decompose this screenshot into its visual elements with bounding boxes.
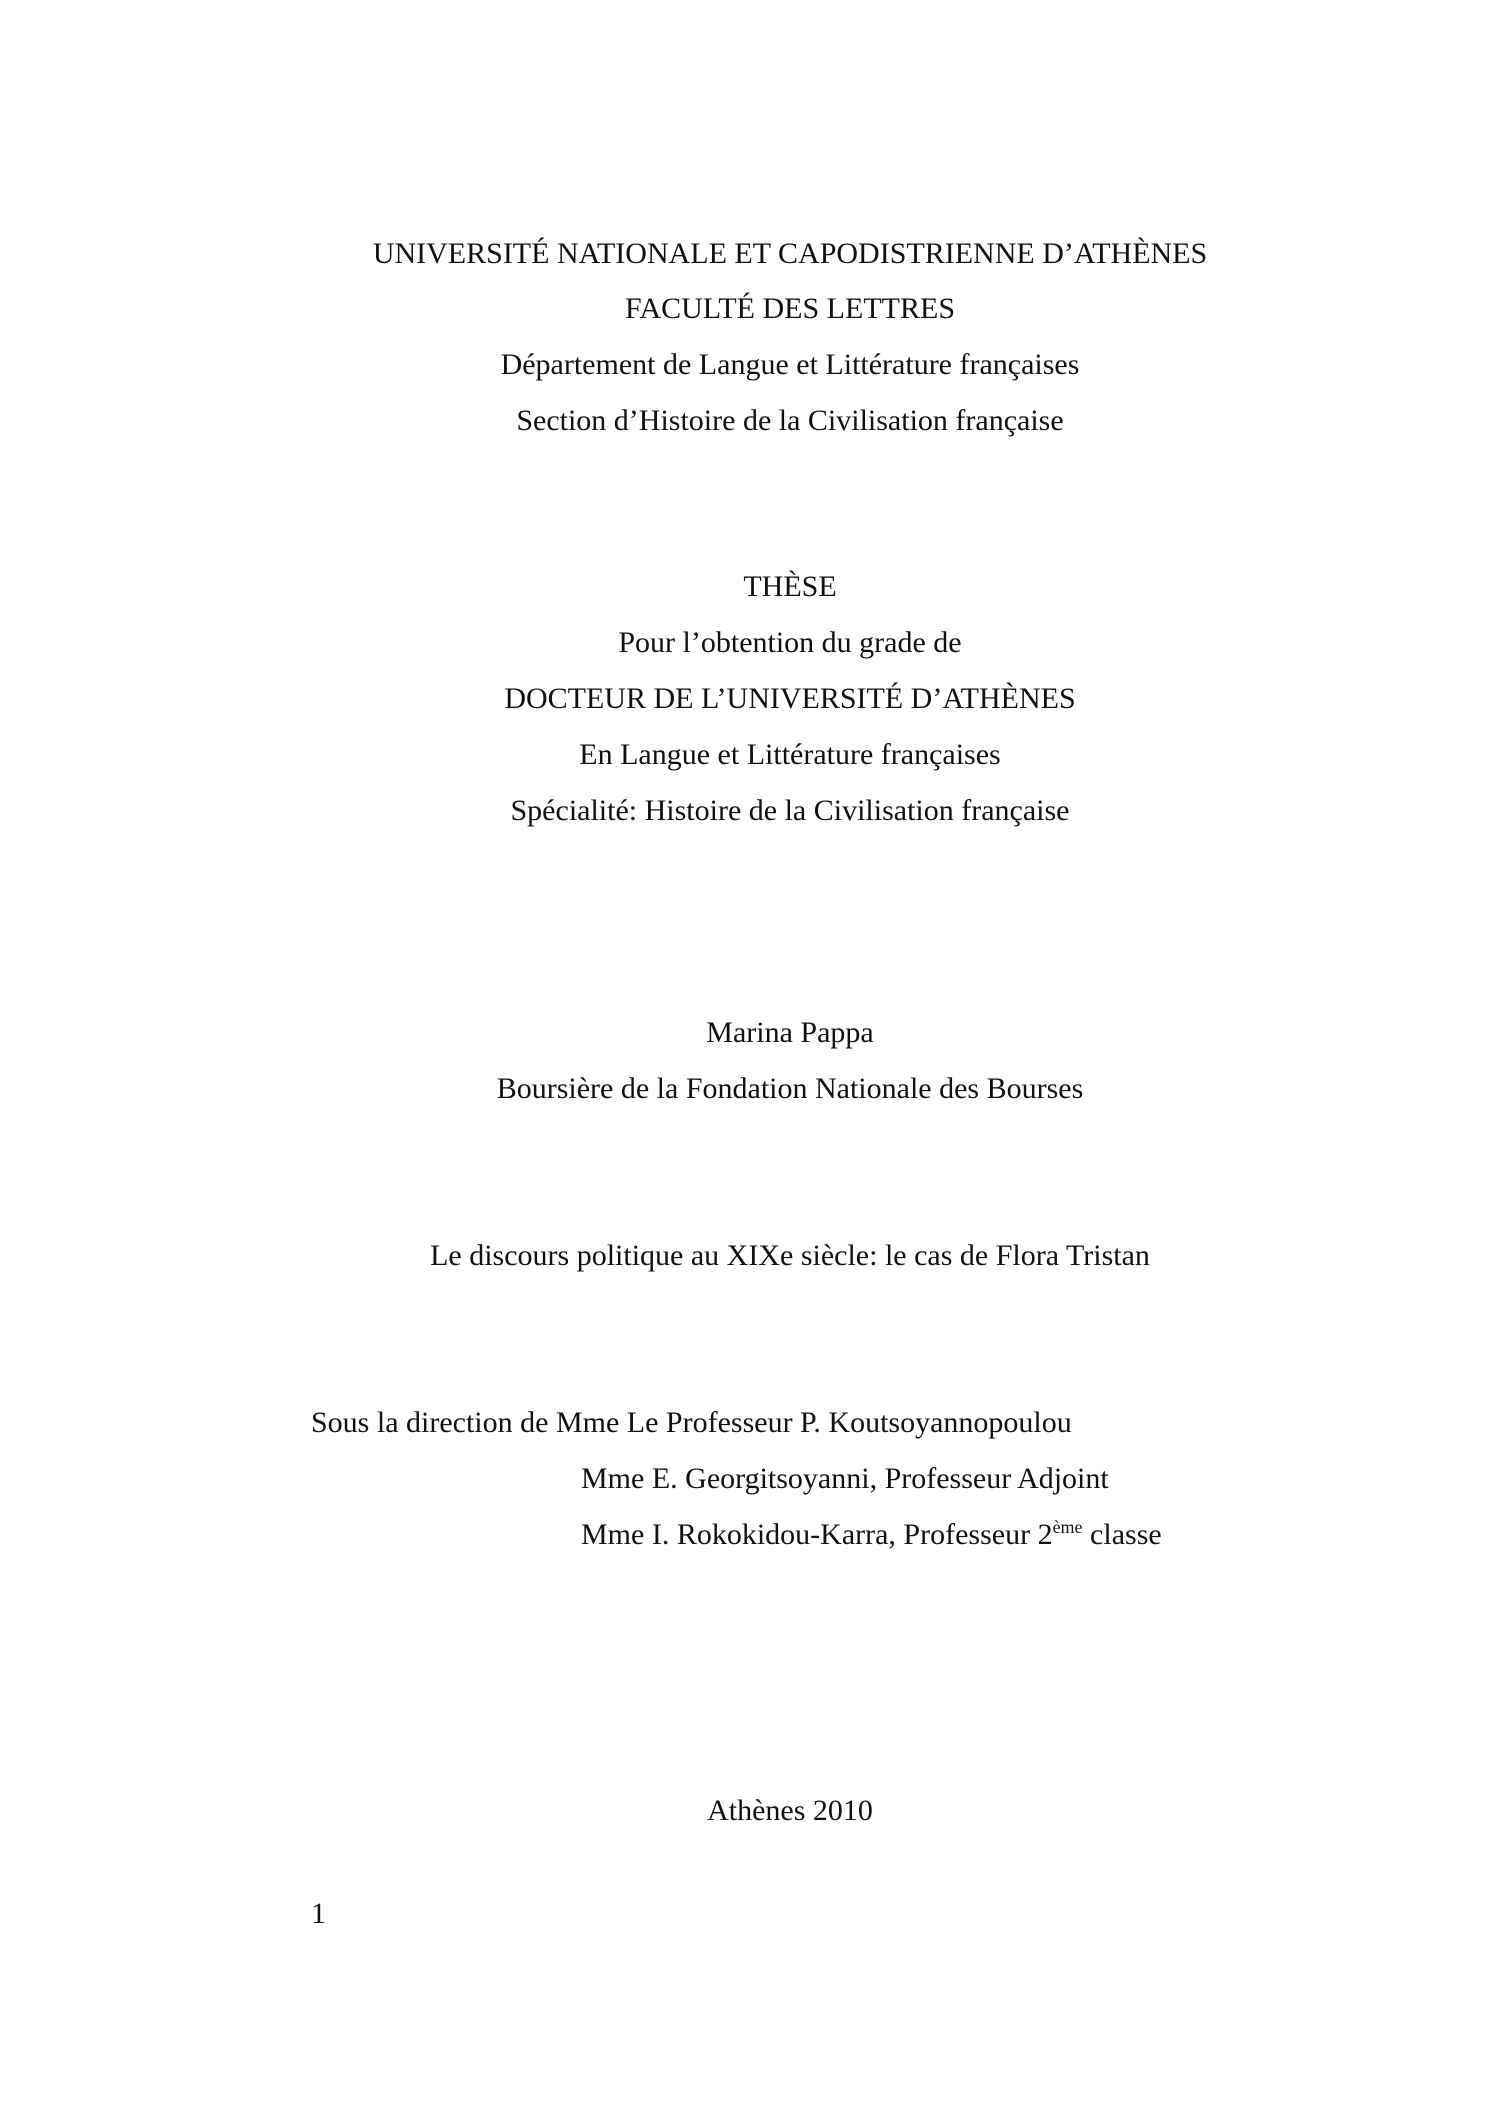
supervisor-line: Sous la direction de Mme Le Professeur P. Koutsoyannopoulou (311, 1406, 1072, 1439)
committee-member-class: classe (1082, 1518, 1162, 1551)
thesis-title: Le discours politique au XIXe siècle: le cas de Flora Tristan (430, 1239, 1150, 1272)
place-date: Athènes 2010 (707, 1794, 873, 1827)
section-name: Section d’Histoire de la Civilisation française (516, 404, 1064, 437)
committee-member-rokokidou-karra (581, 1516, 1162, 1554)
committee-member-text: Mme I. Rokokidou-Karra, Professeur 2 (581, 1518, 1053, 1551)
thesis-field: En Langue et Littérature françaises (579, 738, 1001, 771)
committee-member-georgitsoyanni: Mme E. Georgitsoyanni, Professeur Adjoint (581, 1462, 1109, 1495)
thesis-purpose: Pour l’obtention du grade de (618, 626, 962, 659)
ordinal-superscript: ème (1052, 1517, 1083, 1537)
university-name: UNIVERSITÉ NATIONALE ET CAPODISTRIENNE D’ATHÈNES (372, 237, 1208, 270)
department-name: Département de Langue et Littérature françaises (500, 348, 1080, 381)
thesis-heading: THÈSE (743, 570, 837, 603)
author-affiliation: Boursière de la Fondation Nationale des Bourses (496, 1072, 1084, 1105)
author-name: Marina Pappa (706, 1016, 874, 1049)
thesis-specialty: Spécialité: Histoire de la Civilisation française (510, 794, 1070, 827)
thesis-degree: DOCTEUR DE L’UNIVERSITÉ D’ATHÈNES (504, 682, 1076, 715)
page-number: 1 (311, 1897, 326, 1930)
faculty-name: FACULTÉ DES LETTRES (624, 292, 955, 325)
